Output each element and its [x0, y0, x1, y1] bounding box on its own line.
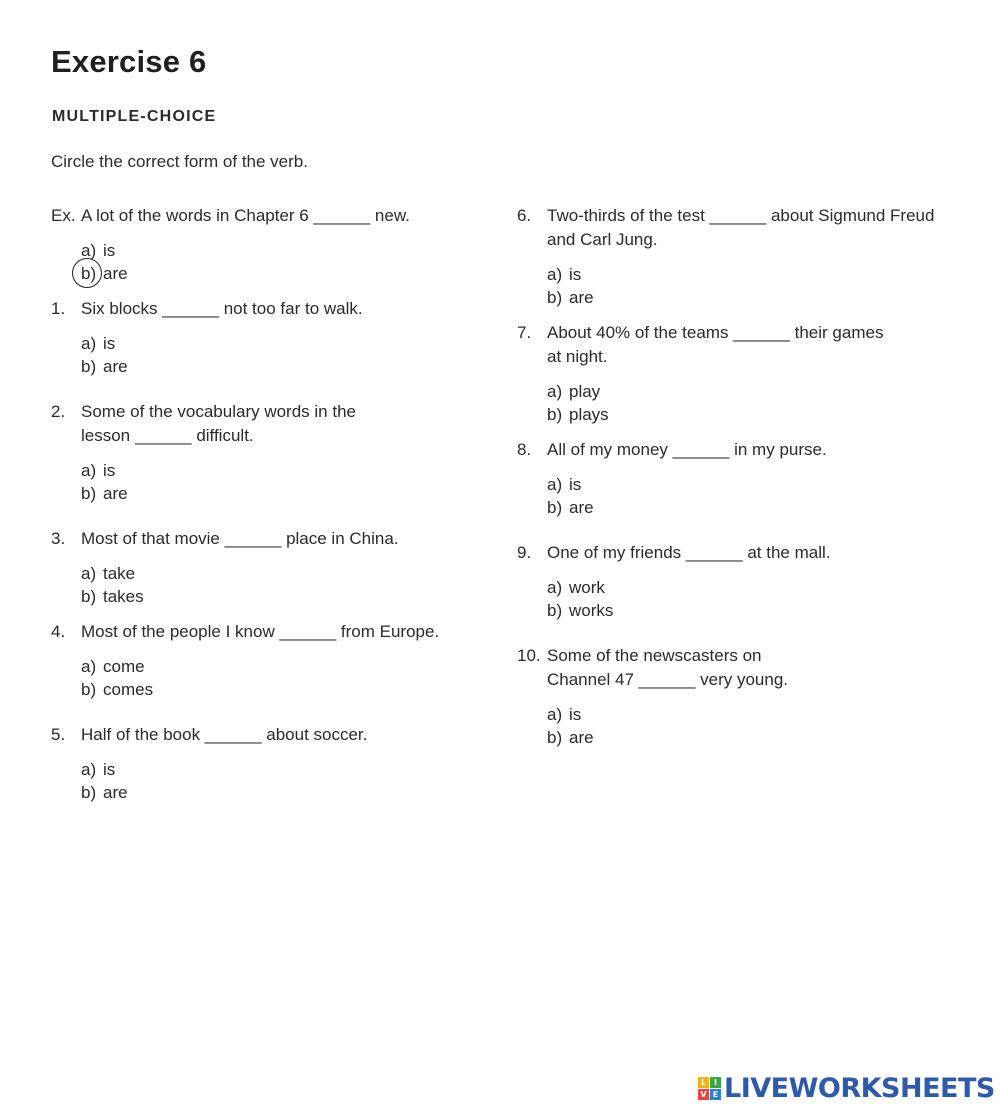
choice-text: are — [103, 783, 128, 802]
question-8 — [517, 438, 957, 519]
choice-a[interactable] — [81, 562, 471, 585]
choice-letter: a) — [547, 578, 563, 597]
choice-b[interactable] — [81, 585, 471, 608]
question-10 — [517, 644, 957, 749]
example-question — [51, 204, 471, 285]
choice-text: is — [103, 334, 116, 353]
choice-b[interactable] — [81, 355, 471, 378]
answer-choices — [547, 473, 957, 519]
question-text: Most of that movie ______ place in China. — [81, 529, 399, 548]
question-number: 5. — [51, 725, 66, 744]
choice-text: is — [103, 241, 116, 260]
answer-choices — [547, 380, 957, 426]
choice-a[interactable] — [547, 703, 957, 726]
question-7 — [517, 321, 957, 426]
choice-letter: a) — [547, 705, 563, 724]
logo-badge-letter: I — [710, 1077, 721, 1088]
question-text: A lot of the words in Chapter 6 ______ new. — [81, 206, 410, 225]
question-text: About 40% of the teams ______ their games at night. — [547, 323, 884, 366]
choice-text: works — [569, 601, 614, 620]
choice-a[interactable] — [547, 576, 957, 599]
choice-text: comes — [103, 680, 154, 699]
choice-letter: a) — [547, 382, 563, 401]
question-1 — [51, 297, 471, 378]
question-9 — [517, 541, 957, 622]
choice-letter: a) — [81, 241, 97, 260]
choice-text: are — [103, 357, 128, 376]
choice-letter: a) — [81, 760, 97, 779]
question-number: 10. — [517, 646, 541, 665]
right-column — [517, 204, 957, 749]
choice-b[interactable] — [81, 781, 471, 804]
question-text: Half of the book ______ about soccer. — [81, 725, 368, 744]
question-text: One of my friends ______ at the mall. — [547, 543, 831, 562]
choice-text: plays — [569, 405, 609, 424]
logo-badge-letter: L — [698, 1077, 709, 1088]
choice-a[interactable] — [81, 758, 471, 781]
answer-choices — [81, 758, 471, 804]
question-text: Some of the vocabulary words in the lesson ______ difficult. — [81, 402, 356, 445]
choice-letter: b) — [81, 484, 97, 503]
answer-choices — [81, 655, 471, 701]
choice-b[interactable] — [547, 599, 957, 622]
logo-badge-icon — [698, 1077, 721, 1100]
choice-letter: a) — [81, 564, 97, 583]
choice-letter: a) — [81, 461, 97, 480]
choice-a[interactable] — [81, 332, 471, 355]
question-text: Most of the people I know ______ from Europe. — [81, 622, 440, 641]
choice-text: work — [569, 578, 605, 597]
choice-b[interactable] — [81, 482, 471, 505]
answer-choices — [547, 263, 957, 309]
choice-a[interactable] — [81, 459, 471, 482]
question-number: 6. — [517, 206, 532, 225]
choice-text: take — [103, 564, 136, 583]
question-3 — [51, 527, 471, 608]
liveworksheets-logo[interactable] — [698, 1073, 995, 1104]
choice-text: are — [103, 264, 128, 283]
logo-badge-letter: V — [698, 1089, 709, 1100]
choice-text: are — [569, 728, 594, 747]
choice-text: is — [103, 461, 116, 480]
choice-text: takes — [103, 587, 144, 606]
logo-badge-letter: E — [710, 1089, 721, 1100]
question-number: 7. — [517, 323, 532, 342]
choice-letter: b) — [547, 288, 563, 307]
question-text: All of my money ______ in my purse. — [547, 440, 827, 459]
choice-text: are — [569, 498, 594, 517]
circled-choice-letter: b) — [81, 262, 103, 285]
question-number: Ex. — [51, 206, 76, 225]
answer-choices — [81, 459, 471, 505]
page-title: Exercise 6 — [51, 44, 207, 79]
choice-text: come — [103, 657, 145, 676]
section-subtitle: MULTIPLE-CHOICE — [52, 108, 217, 125]
choice-b[interactable] — [547, 286, 957, 309]
choice-letter: b) — [81, 680, 97, 699]
left-column — [51, 204, 471, 804]
question-number: 3. — [51, 529, 66, 548]
question-number: 2. — [51, 402, 66, 421]
choice-letter: b) — [81, 357, 97, 376]
question-4 — [51, 620, 471, 701]
choice-text: are — [569, 288, 594, 307]
instructions: Circle the correct form of the verb. — [51, 152, 308, 171]
choice-a[interactable] — [81, 655, 471, 678]
question-5 — [51, 723, 471, 804]
choice-text: is — [569, 705, 582, 724]
choice-letter: b) — [547, 728, 563, 747]
choice-a[interactable] — [547, 473, 957, 496]
question-number: 4. — [51, 622, 66, 641]
choice-a[interactable] — [547, 380, 957, 403]
question-text: Six blocks ______ not too far to walk. — [81, 299, 363, 318]
choice-a[interactable] — [547, 263, 957, 286]
choice-text: is — [569, 475, 582, 494]
choice-letter: b) — [547, 498, 563, 517]
choice-letter: a) — [81, 657, 97, 676]
choice-letter: a) — [81, 334, 97, 353]
question-number: 1. — [51, 299, 66, 318]
choice-letter: b) — [81, 783, 97, 802]
choice-b[interactable] — [81, 262, 471, 285]
choice-text: play — [569, 382, 601, 401]
answer-choices — [547, 703, 957, 749]
question-6 — [517, 204, 957, 309]
question-text: Some of the newscasters on Channel 47 ______ very young. — [547, 646, 789, 689]
choice-letter: a) — [547, 475, 563, 494]
answer-choices — [547, 576, 957, 622]
choice-letter: b) — [547, 405, 563, 424]
choice-letter: b) — [81, 587, 97, 606]
question-text: Two-thirds of the test ______ about Sigmund Freud and Carl Jung. — [547, 206, 935, 249]
choice-b[interactable] — [547, 403, 957, 426]
question-number: 8. — [517, 440, 532, 459]
choice-letter: a) — [547, 265, 563, 284]
answer-choices — [81, 562, 471, 608]
choice-b[interactable] — [81, 678, 471, 701]
choice-b[interactable] — [547, 496, 957, 519]
answer-choices — [81, 239, 471, 285]
answer-choices — [81, 332, 471, 378]
choice-text: are — [103, 484, 128, 503]
choice-text: is — [569, 265, 582, 284]
choice-a[interactable] — [81, 239, 471, 262]
choice-text: is — [103, 760, 116, 779]
choice-letter: b) — [547, 601, 563, 620]
choice-b[interactable] — [547, 726, 957, 749]
question-2 — [51, 400, 471, 505]
question-number: 9. — [517, 543, 532, 562]
logo-text: LIVEWORKSHEETS — [724, 1073, 995, 1104]
